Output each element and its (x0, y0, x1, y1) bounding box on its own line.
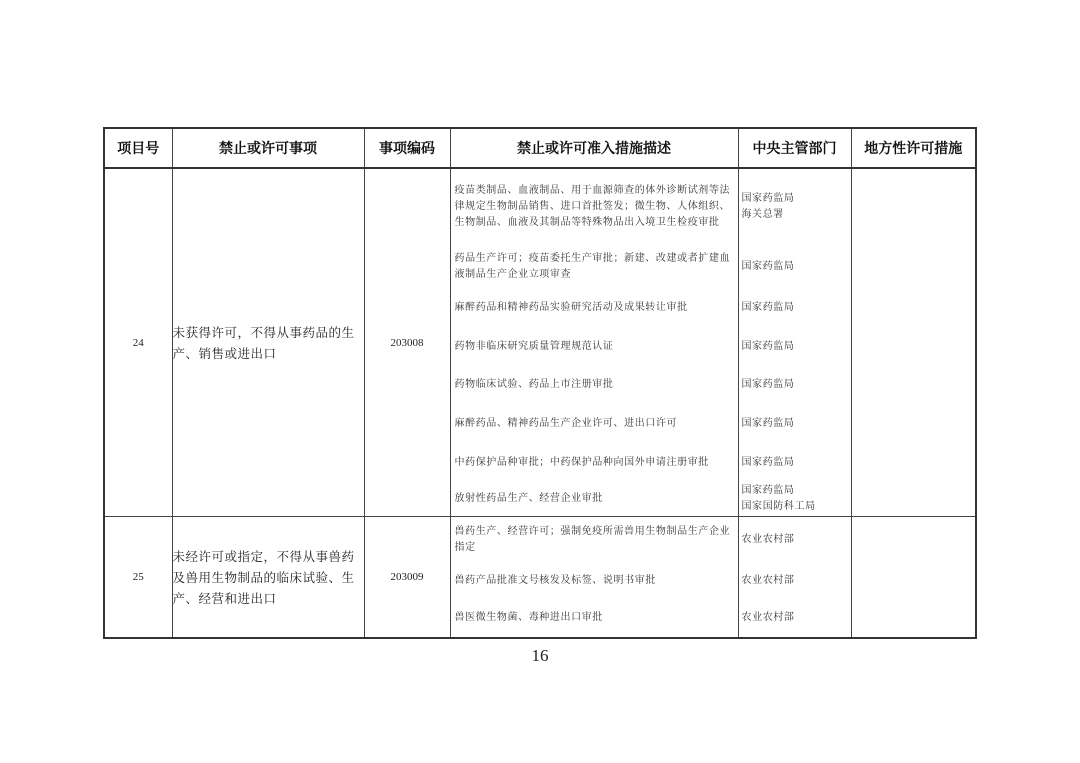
table-row (104, 517, 976, 639)
department-text: 国家药监局 海关总署 (741, 193, 795, 220)
local-measures (851, 168, 976, 517)
department-text: 国家药监局 国家国防科工局 (741, 485, 816, 512)
table-row (104, 168, 976, 517)
department-list (738, 517, 851, 639)
measure-text: 疫苗类制品、血液制品、用于血源筛查的体外诊断试剂等法律规定生物制品销售、进口首批签发；微生物、人体组织、生物制品、血液及其制品等特殊物品出入境卫生检疫审批 (454, 185, 731, 228)
department-text: 国家药监局 (741, 340, 795, 352)
department-text: 国家药监局 (741, 417, 795, 429)
permit-item: 未获得许可，不得从事药品的生产、销售或进出口 (172, 168, 364, 517)
department-text: 农业农村部 (741, 534, 795, 545)
department-text: 农业农村部 (741, 612, 795, 623)
measure-list (450, 168, 738, 517)
measure-text: 放射性药品生产、经营企业审批 (454, 493, 603, 504)
measure-text: 麻醉药品、精神药品生产企业许可、进出口许可 (454, 417, 678, 429)
header-measure-description: 禁止或许可准入措施描述 (450, 128, 738, 168)
item-number: 25 (104, 517, 172, 639)
item-number: 24 (104, 168, 172, 517)
header-local-measures: 地方性许可措施 (851, 128, 976, 168)
local-measures (851, 517, 976, 639)
item-code: 203009 (364, 517, 450, 639)
measure-text: 兽药生产、经营许可；强制免疫所需兽用生物制品生产企业指定 (454, 526, 731, 553)
department-text: 国家药监局 (741, 302, 795, 313)
department-text: 国家药监局 (741, 261, 795, 272)
item-code: 203008 (364, 168, 450, 517)
measure-list (450, 517, 738, 639)
department-text: 国家药监局 (741, 379, 795, 390)
measure-text: 兽医微生物菌、毒种进出口审批 (454, 612, 603, 623)
measure-text: 药品生产许可；疫苗委托生产审批；新建、改建或者扩建血液制品生产企业立项审查 (454, 253, 731, 280)
measure-text: 药物临床试验、药品上市注册审批 (454, 379, 614, 390)
header-permit-item: 禁止或许可事项 (172, 128, 364, 168)
measure-text: 麻醉药品和精神药品实验研究活动及成果转让审批 (454, 302, 688, 313)
measure-text: 药物非临床研究质量管理规范认证 (454, 340, 614, 352)
header-item-number: 项目号 (104, 128, 172, 168)
measure-text: 兽药产品批准文号核发及标签、说明书审批 (454, 575, 656, 586)
department-list (738, 168, 851, 517)
permit-table (103, 127, 977, 639)
department-text: 农业农村部 (741, 575, 795, 586)
department-text: 国家药监局 (741, 456, 795, 468)
header-item-code: 事项编码 (364, 128, 450, 168)
permit-item: 未经许可或指定，不得从事兽药及兽用生物制品的临床试验、生产、经营和进出口 (172, 517, 364, 639)
header-central-department: 中央主管部门 (738, 128, 851, 168)
header-row (104, 128, 976, 168)
page-number: 16 (531, 646, 549, 665)
measure-text: 中药保护品种审批；中药保护品种向国外申请注册审批 (454, 456, 709, 468)
